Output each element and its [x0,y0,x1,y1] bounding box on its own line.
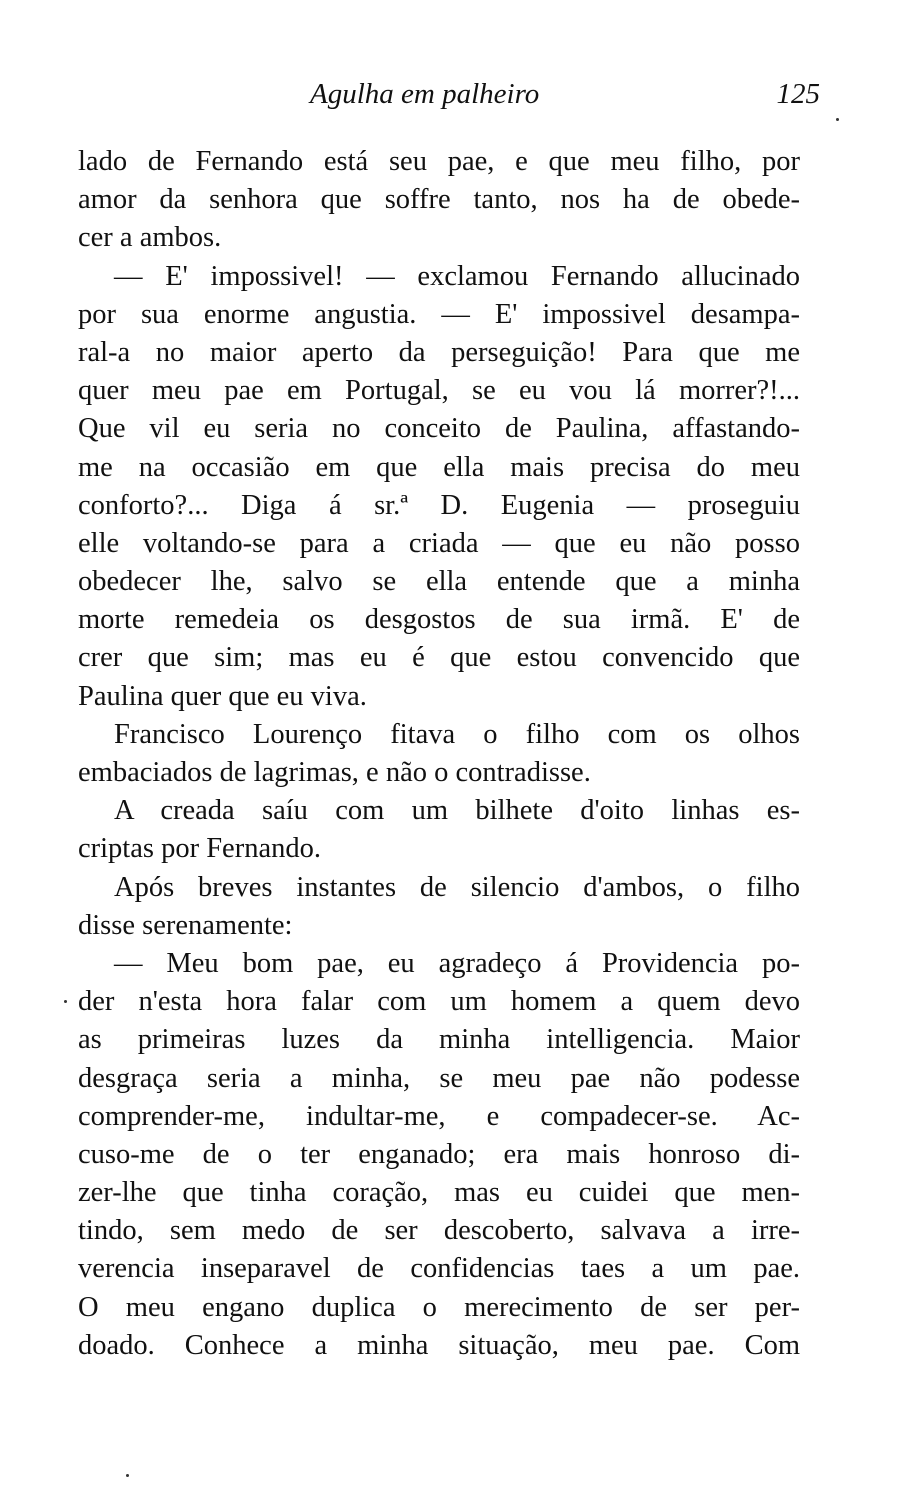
running-head [78,78,820,118]
print-speck [64,1000,67,1003]
text-line: elle voltando-se para a criada — que eu não posso [78,527,800,559]
text-line: Paulina quer que eu viva. [78,680,367,712]
text-line: Francisco Lourenço fitava o filho com os olhos [114,718,800,750]
text-line: O meu engano duplica o merecimento de ser per- [78,1291,800,1323]
text-line: doado. Conhece a minha situação, meu pae. Com [78,1329,800,1361]
print-speck [836,118,839,121]
text-line: crer que sim; mas eu é que estou convencido que [78,642,800,674]
text-line: A creada saíu com um bilhete d'oito linhas es- [114,795,800,827]
text-line: der n'esta hora falar com um homem a quem devo [78,986,800,1018]
text-line: obedecer lhe, salvo se ella entende que a minha [78,566,800,598]
text-line: — E' impossivel! — exclamou Fernando allucinado [114,260,800,292]
text-line: comprender-me, indultar-me, e compadecer-se. Ac- [78,1100,800,1132]
text-line: Que vil eu seria no conceito de Paulina, affastando- [78,413,800,445]
text-line: embaciados de lagrimas, e não o contradisse. [78,757,591,788]
text-line: cer a ambos. [78,222,222,254]
text-line: me na occasião em que ella mais precisa do meu [78,451,800,483]
text-line: morte remedeia os desgostos de sua irmã. E' de [78,604,800,636]
text-line: lado de Fernando está seu pae, e que meu filho, por [78,146,800,177]
text-line: Após breves instantes de silencio d'ambos, o filho [114,871,800,903]
print-speck [126,1474,129,1477]
text-line: as primeiras luzes da minha intelligencia. Maior [78,1024,800,1056]
body-text [78,143,800,1365]
text-line: criptas por Fernando. [78,833,321,865]
text-line: disse serenamente: [78,909,293,941]
text-line: amor da senhora que soffre tanto, nos ha de obede- [78,184,800,216]
text-line: desgraça seria a minha, se meu pae não podesse [78,1062,800,1094]
text-line: zer-lhe que tinha coração, mas eu cuidei que men- [78,1177,800,1209]
text-line: cuso-me de o ter enganado; era mais honroso di- [78,1138,800,1170]
text-line: tindo, sem medo de ser descoberto, salvava a irre- [78,1215,800,1247]
text-line: ral-a no maior aperto da perseguição! Para que me [78,336,800,368]
page-number: 125 [776,78,820,110]
text-line: quer meu pae em Portugal, se eu vou lá morrer?!... [78,375,800,407]
text-line: por sua enorme angustia. — E' impossivel desampa- [78,298,800,330]
text-line: verencia inseparavel de confidencias taes a um pae. [78,1253,800,1285]
text-line: conforto?... Diga á sr.ª D. Eugenia — proseguiu [78,489,800,521]
running-title: Agulha em palheiro [310,78,540,110]
text-line: — Meu bom pae, eu agradeço á Providencia po- [114,947,800,979]
